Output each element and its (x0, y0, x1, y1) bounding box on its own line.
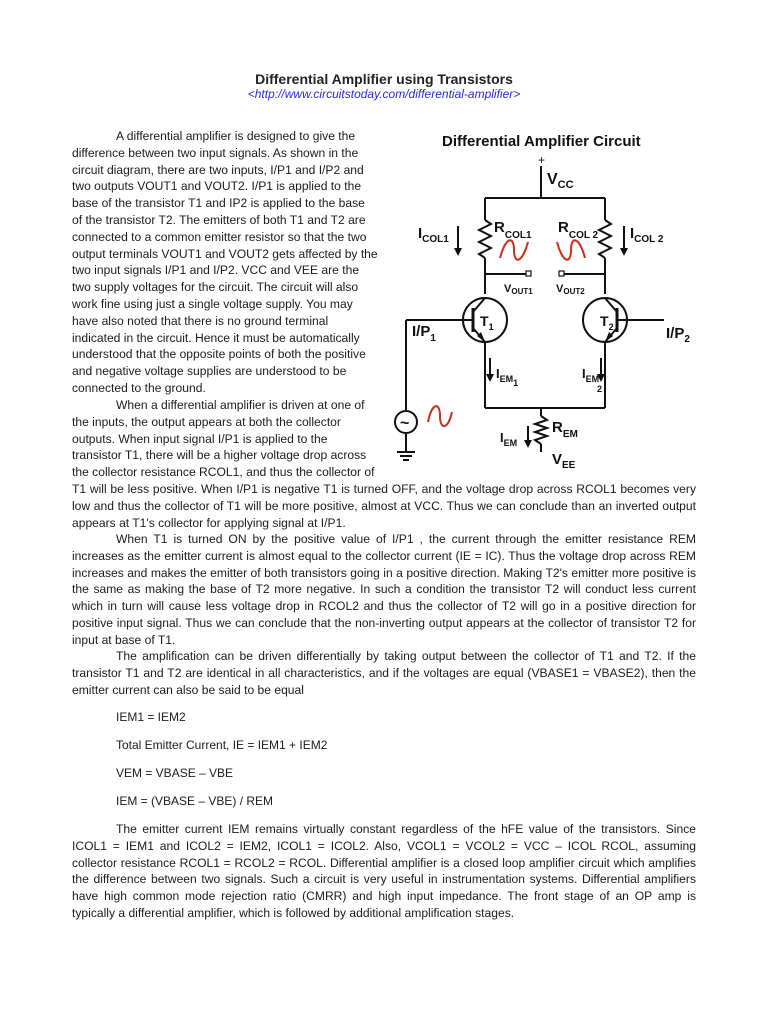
text-line: connected to a common emitter resistor so that the two (72, 229, 367, 244)
text-line: difference between two input signals. As shown in the (72, 145, 359, 160)
text-line: work fine using just a single voltage supply. You may (72, 296, 353, 311)
source-link[interactable]: <http://www.circuitstoday.com/differential-amplifier> (247, 87, 521, 101)
equation-1: IEM1 = IEM2 (116, 710, 186, 724)
vout1-label: VOUT1 (504, 283, 533, 296)
circuit-diagram (392, 126, 710, 476)
circuit-arrowheads (454, 248, 628, 448)
iem2-label: $I_{EM}$ 2 (582, 366, 603, 394)
text-line: transistor T1, there will be a higher voltage drop across (72, 448, 367, 463)
equation-2: Total Emitter Current, IE = IEM1 + IEM2 (116, 738, 328, 752)
paragraph-1 (72, 128, 384, 397)
text-line: connected to the ground. (72, 380, 206, 395)
paragraph-5: The emitter current IEM remains virtually constant regardless of the hFE value of the transistors. Since ICOL1 = IEM1 and ICOL2 = IEM2, ICOL1 = ICOL2. Also, VCOL1 = VCOL2 = VCC – ICOL RCOL, assuming collector resistance RCOL1 = RCOL2 = RCOL. Differential amplifier is a closed loop amplifier circuit which amplifies the difference between two signals. Such a circuit is very useful in instrumentation systems. Differential amplifiers have high common mode rejection ratio (CMRR) and high input impedance. The front stage of an OP amp is typically a differential amplifier, which is followed by additional amplification stages. (72, 822, 696, 920)
text-line: understood that the opposite points of both the positive (72, 347, 366, 362)
text-line: indicated in the circuit. Hence it must be automatically (72, 330, 360, 345)
text-line: A differential amplifier is designed to give the (116, 129, 356, 143)
icol2-label: $I_{COL 2}$ (630, 225, 664, 245)
text-line: circuit diagram, there are two inputs, I/P1 and I/P2 and (72, 162, 364, 177)
text-line: the inputs, the output appears at both the collector (72, 414, 341, 429)
text-line: two outputs VOUT1 and VOUT2. I/P1 is applied to the (72, 179, 362, 194)
plus-label: + (538, 153, 546, 167)
t2-label: $T_2$ (600, 313, 614, 332)
vee-label: $V_{EE}$ (552, 451, 576, 471)
diagram-title: Differential Amplifier Circuit (442, 133, 641, 150)
t1-label: $T_1$ (480, 313, 494, 332)
icol1-label: $I_{COL1}$ (418, 225, 449, 245)
vout2-label: VOUT2 (556, 283, 585, 296)
iem1-label: $I_{EM1}$ (496, 366, 519, 388)
circuit-wires (395, 166, 664, 460)
ip2-label: $I/P_2$ (666, 325, 690, 345)
text-line: output terminals VOUT1 and VOUT2 gets affected by the (72, 246, 378, 261)
equation-3: VEM = VBASE – VBE (116, 766, 234, 780)
text-line: of the transistor T2. The emitters of both T1 and T2 are (72, 212, 366, 227)
text-line: When a differential amplifier is driven at one of (116, 398, 365, 412)
circuit-svg (392, 126, 710, 476)
text-line: and negative voltage supplies are understood to be (72, 364, 347, 379)
paragraph-2-continued: T1 will be less positive. When I/P1 is negative T1 is turned OFF, and the voltage drop across RCOL1 becomes very low and thus the collector of T1 will be more positive, almost at VCC. Thus we can conclude than an inverted output appears at T1's collector for applying signal at I/P1. (72, 482, 696, 530)
text-line: base of the transistor T1 and IP2 is applied to the base (72, 196, 365, 211)
paragraph-4: The amplification can be driven differentially by taking output between the collector of T1 and T2. If the transistor T1 and T2 are identical in all characteristics, and if the voltages are equal (VBASE1 = VBASE2), then the emitter current can also be said to be equal (72, 649, 696, 697)
signal-waveforms (428, 240, 585, 426)
rcol1-label: $R_{COL1}$ (494, 219, 532, 241)
ip1-label: $I/P_1$ (412, 323, 436, 344)
rcol2-label: $R_{COL 2}$ (558, 219, 599, 241)
equation-4: IEM = (VBASE – VBE) / REM (116, 794, 274, 808)
rem-label: $R_{EM}$ (552, 419, 578, 440)
ac-source-icon: ~ (400, 415, 410, 432)
paragraph-3: When T1 is turned ON by the positive value of I/P1 , the current through the emitter resistance REM increases as the emitter current is almost equal to the collector current (IE = IC). Thus the voltage drop across REM increases and makes the emitter of both transistors going in a positive direction. Making T2's emitter more positive is the same as making the base of T2 more negative. In such a condition the transistor T2 will conduct less current which in turn will cause less voltage drop in RCOL2 and thus the collector of T2 will go in a positive direction for positive input signal. Thus we can conclude that the non-inverting output appears at the collector of transistor T2 for input at base of T1. (72, 532, 696, 647)
terminal-vout2 (559, 271, 564, 276)
document-title: Differential Amplifier using Transistors (255, 71, 513, 87)
text-line: two supply voltages for the circuit. The circuit will also (72, 280, 359, 295)
iem-label: $I_{EM}$ (500, 430, 518, 448)
paragraph-2-left (72, 397, 384, 481)
text-line: have also noted that there is no ground terminal (72, 313, 329, 328)
text-line: outputs. When input signal I/P1 is applied to the (72, 431, 328, 446)
vcc-label: $V_{CC}$ (547, 171, 574, 191)
text-line: two input signals I/P1 and I/P2. VCC and VEE are the (72, 263, 360, 278)
text-line: the collector resistance RCOL1, and thus the collector of (72, 465, 375, 480)
terminal-vout1 (526, 271, 531, 276)
